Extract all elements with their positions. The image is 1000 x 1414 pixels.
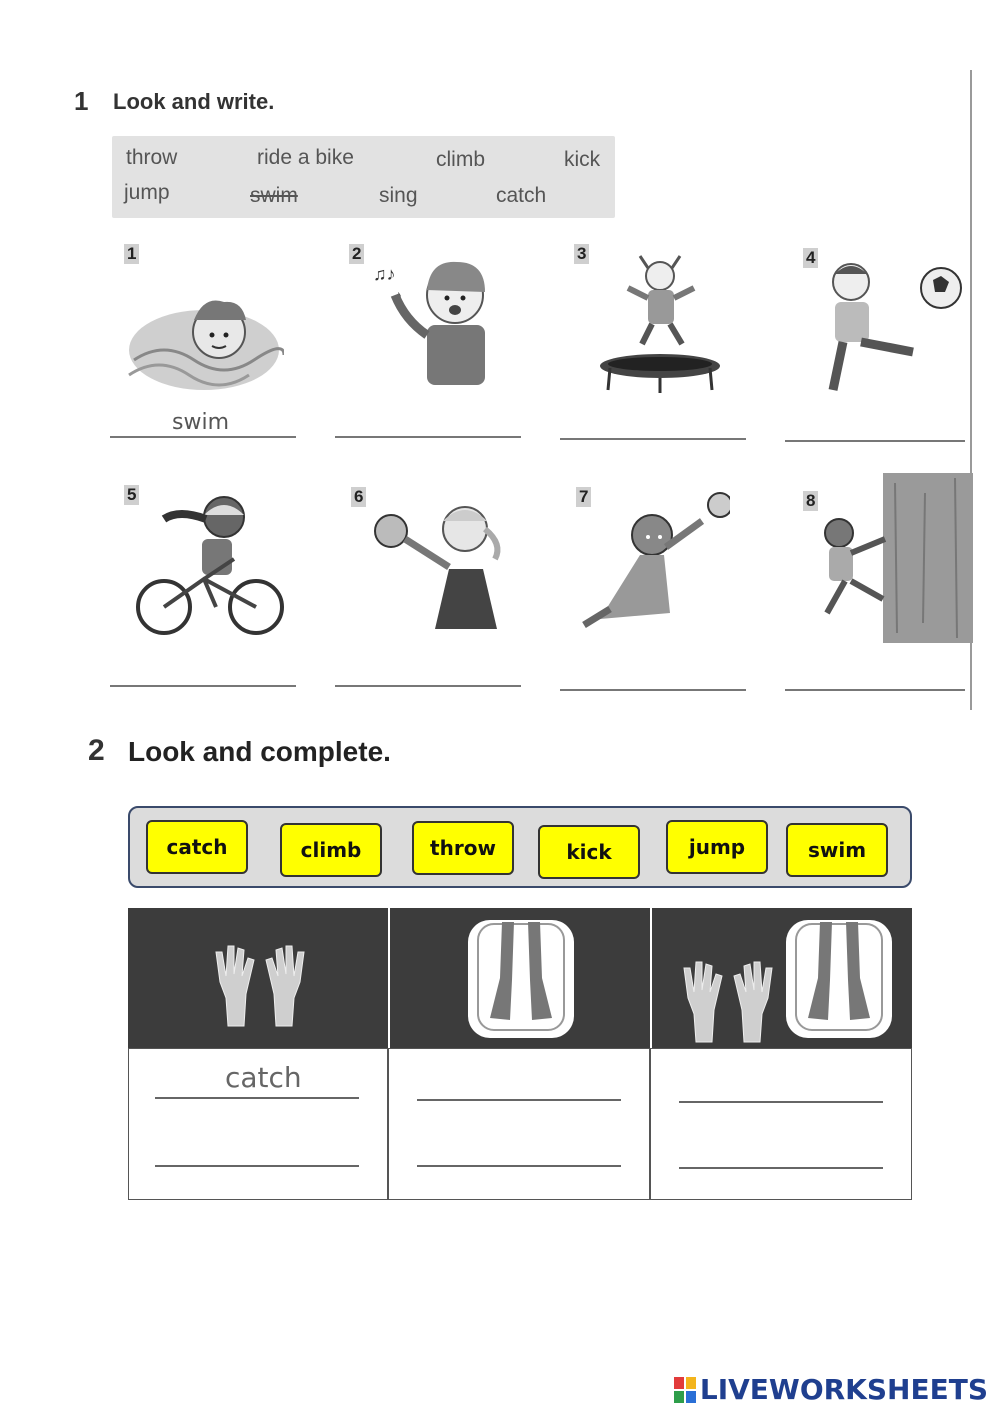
table-header-cell <box>390 908 650 1048</box>
table-header-cell <box>128 908 388 1048</box>
answer-line[interactable] <box>417 1099 621 1101</box>
exercise-1-title: Look and write. <box>113 89 275 114</box>
item-number: 7 <box>576 487 591 507</box>
answer-line[interactable] <box>560 438 746 440</box>
answer-line[interactable] <box>155 1165 359 1167</box>
word-chip[interactable]: catch <box>146 820 248 874</box>
answer-line[interactable] <box>335 436 521 438</box>
answer-line[interactable] <box>785 440 965 442</box>
word-bank-word: ride a bike <box>257 146 354 169</box>
word-bank-word: sing <box>379 184 418 207</box>
word-chip[interactable]: kick <box>538 825 640 879</box>
table-answer-cell <box>128 1048 388 1200</box>
answer-line[interactable] <box>679 1167 883 1169</box>
table-answer-cell <box>650 1048 912 1200</box>
feet-icon <box>466 918 576 1040</box>
word-chip[interactable]: swim <box>786 823 888 877</box>
item-number: 6 <box>351 487 366 507</box>
table-header-cell <box>652 908 912 1048</box>
word-bank-word: kick <box>564 148 601 171</box>
feet-icon <box>784 918 894 1040</box>
item-number: 1 <box>124 244 139 264</box>
answer-line[interactable] <box>560 689 746 691</box>
answer-line[interactable] <box>110 436 296 438</box>
word-bank-word: climb <box>436 148 486 171</box>
item-number: 3 <box>574 244 589 264</box>
word-chip[interactable]: jump <box>666 820 768 874</box>
exercise-2-title: Look and complete. <box>128 736 391 767</box>
logo-text: LIVEWORKSHEETS <box>699 1373 988 1406</box>
hands-icon <box>678 958 778 1044</box>
answer-text[interactable]: catch <box>225 1061 302 1094</box>
logo-icon <box>674 1377 696 1403</box>
child-riding-bike-illustration <box>124 489 284 639</box>
child-swimming-illustration <box>124 270 284 420</box>
item-number: 5 <box>124 485 139 505</box>
svg-text:♪: ♪ <box>395 287 402 303</box>
hands-icon <box>210 942 310 1028</box>
word-chip[interactable]: throw <box>412 821 514 875</box>
exercise-1-number: 1 <box>74 86 89 116</box>
answer-text[interactable]: swim <box>172 410 229 435</box>
answer-line[interactable] <box>679 1101 883 1103</box>
exercise-2-number: 2 <box>88 734 105 767</box>
item-number: 4 <box>803 248 818 268</box>
answer-line[interactable] <box>110 685 296 687</box>
word-chip[interactable]: climb <box>280 823 382 877</box>
child-kicking-ball-illustration <box>813 252 973 402</box>
word-bank-word-struck: swim <box>250 184 298 207</box>
answer-line[interactable] <box>335 685 521 687</box>
exercise-2-table <box>128 908 912 1198</box>
liveworksheets-logo <box>674 1373 988 1406</box>
answer-line[interactable] <box>785 689 965 691</box>
word-bank-word: throw <box>126 146 178 169</box>
word-bank <box>112 136 615 218</box>
word-bank-word: jump <box>124 181 170 204</box>
child-climbing-tree-illustration <box>805 473 975 645</box>
answer-line[interactable] <box>417 1165 621 1167</box>
answer-line[interactable] <box>155 1097 359 1099</box>
word-bank-word: catch <box>496 184 547 207</box>
child-catching-ball-illustration <box>365 489 525 639</box>
child-jumping-trampoline-illustration <box>590 248 750 398</box>
item-number: 8 <box>803 491 818 511</box>
item-number: 2 <box>349 244 364 264</box>
word-chip-tray <box>128 806 912 888</box>
child-throwing-ball-illustration <box>570 489 730 639</box>
child-singing-illustration <box>365 250 525 400</box>
svg-text:♫♪: ♫♪ <box>373 264 396 284</box>
table-answer-cell <box>388 1048 650 1200</box>
